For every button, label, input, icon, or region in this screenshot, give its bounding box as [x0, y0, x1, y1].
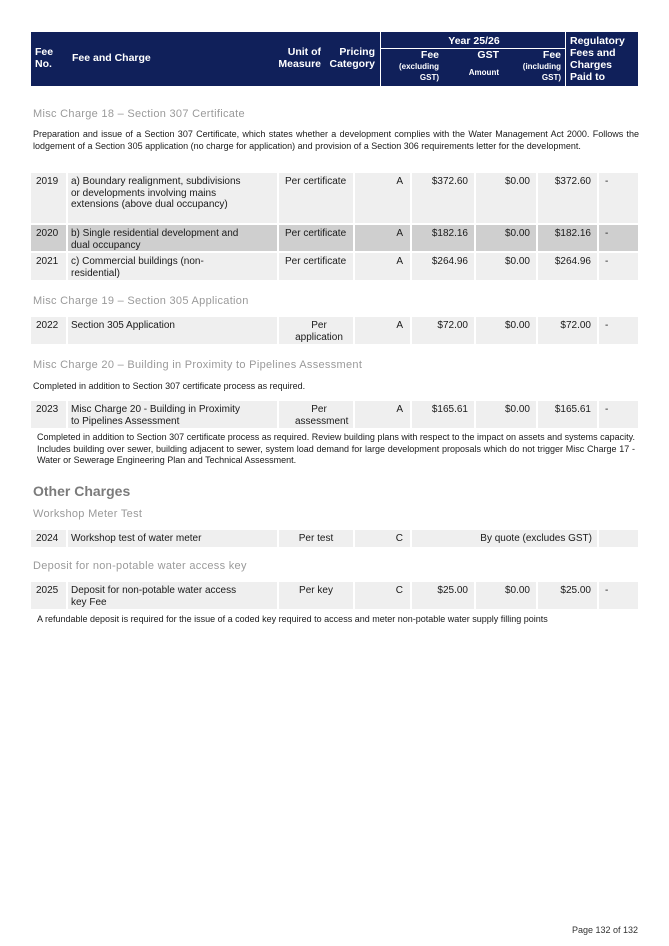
gst-amount: $0.00 — [504, 256, 530, 267]
header-regulatory: Regulatory Fees and Charges Paid to — [570, 35, 625, 83]
fee-description: Workshop test of water meter — [71, 533, 202, 544]
table-row-2022 — [31, 317, 638, 344]
regulatory-paid-to: - — [605, 320, 609, 331]
header-fee-incl: Fee — [542, 49, 561, 61]
fee-excl-gst: $182.16 — [431, 228, 468, 239]
table-header — [31, 32, 638, 86]
fee-number: 2025 — [36, 585, 59, 596]
unit-of-measure: Per assessment — [295, 404, 349, 427]
pricing-category: A — [396, 320, 403, 331]
fee-number: 2023 — [36, 404, 59, 415]
fee-excl-gst: $372.60 — [431, 176, 468, 187]
section-title-misc-charge-20: Misc Charge 20 – Building in Proximity to Pipelines Assessment — [33, 359, 363, 371]
fee-excl-gst: $264.96 — [431, 256, 468, 267]
fee-excl-gst: $25.00 — [437, 585, 468, 596]
gst-amount: $0.00 — [504, 404, 530, 415]
header-fee-no: Fee No. — [35, 46, 54, 70]
pricing-category: A — [396, 404, 403, 415]
gst-amount: $0.00 — [504, 585, 530, 596]
fee-incl-gst: $25.00 — [560, 585, 591, 596]
table-row-2020 — [31, 225, 638, 251]
regulatory-paid-to: - — [605, 256, 609, 267]
unit-of-measure: Per application — [295, 320, 343, 343]
section-title-misc-charge-19: Misc Charge 19 – Section 305 Application — [33, 295, 249, 307]
pricing-category: A — [396, 256, 403, 267]
header-unit-of-measure: Unit of Measure — [278, 46, 321, 70]
regulatory-paid-to: - — [605, 585, 609, 596]
fee-incl-gst: $264.96 — [554, 256, 591, 267]
fee-number: 2022 — [36, 320, 59, 331]
header-gst: GST — [477, 49, 499, 61]
section-title-workshop-meter-test: Workshop Meter Test — [33, 508, 143, 520]
gst-amount: $0.00 — [504, 320, 530, 331]
fee-description: a) Boundary realignment, subdivisions or developments involving mains extensions (above dual occupancy) — [71, 176, 241, 210]
header-fee-excl-sub: (excluding GST) — [398, 62, 439, 82]
table-row-2024 — [31, 530, 638, 547]
by-quote-note: By quote (excludes GST) — [480, 533, 592, 544]
section-title-misc-charge-18: Misc Charge 18 – Section 307 Certificate — [33, 108, 245, 120]
fee-incl-gst: $72.00 — [560, 320, 591, 331]
header-fee-excl: Fee — [420, 49, 439, 61]
unit-of-measure: Per certificate — [285, 176, 347, 187]
fee-description: c) Commercial buildings (non-residential) — [71, 256, 204, 279]
fee-description: Section 305 Application — [71, 320, 175, 331]
row-note-2025: A refundable deposit is required for the issue of a coded key required to access and meter non-potable water supply filling points — [37, 614, 548, 624]
page-number: Page 132 of 132 — [571, 925, 638, 935]
regulatory-paid-to: - — [605, 228, 609, 239]
header-fee-and-charge: Fee and Charge — [72, 52, 151, 64]
fee-excl-gst: $72.00 — [437, 320, 468, 331]
row-note-2023: Completed in addition to Section 307 certificate process as required. Review building plans with respect to the impact on assets and systems capacity. Includes building over sewer, building adjacent to sewer, system load demand for large development proposals which do not trigger Misc Charge 17 - Water or Sewerage Engineering Plan and Technical Assessment. — [37, 432, 635, 465]
fee-excl-gst: $165.61 — [431, 404, 468, 415]
table-row-2025 — [31, 582, 638, 609]
pricing-category: C — [395, 585, 403, 596]
section-title-other-charges: Other Charges — [33, 483, 131, 499]
gst-amount: $0.00 — [504, 228, 530, 239]
fee-description: b) Single residential development and dual occupancy — [71, 228, 239, 251]
fee-number: 2024 — [36, 533, 59, 544]
unit-of-measure: Per key — [299, 585, 333, 596]
table-row-2023 — [31, 401, 638, 428]
gst-amount: $0.00 — [504, 176, 530, 187]
header-fee-incl-sub: (including GST) — [522, 62, 561, 82]
pricing-category: A — [396, 228, 403, 239]
unit-of-measure: Per test — [298, 533, 334, 544]
fee-incl-gst: $165.61 — [554, 404, 591, 415]
regulatory-paid-to: - — [605, 176, 609, 187]
header-gst-sub: Amount — [468, 68, 499, 77]
fee-number: 2019 — [36, 176, 59, 187]
section-title-deposit: Deposit for non-potable water access key — [33, 560, 247, 572]
fee-incl-gst: $182.16 — [554, 228, 591, 239]
section-description-misc-charge-18: Preparation and issue of a Section 307 Certificate, which states whether a development complies with the Water Management Act 2000. Follows the lodgement of a Section 305 application (no charge for application) and provision of a Section 306 requirements letter for the development. — [33, 129, 639, 151]
unit-of-measure: Per certificate — [285, 256, 347, 267]
table-row-2021 — [31, 253, 638, 280]
fee-number: 2020 — [36, 228, 59, 239]
regulatory-paid-to: - — [605, 404, 609, 415]
pricing-category: A — [396, 176, 403, 187]
header-year: Year 25/26 — [448, 35, 500, 47]
fee-description: Misc Charge 20 - Building in Proximity to Pipelines Assessment — [71, 404, 240, 427]
fee-description: Deposit for non-potable water access key Fee — [71, 585, 237, 608]
section-description-misc-charge-20: Completed in addition to Section 307 certificate process as required. — [33, 381, 306, 391]
unit-of-measure: Per certificate — [285, 228, 347, 239]
pricing-category: C — [395, 533, 403, 544]
fee-incl-gst: $372.60 — [554, 176, 591, 187]
table-row-2019 — [31, 173, 638, 223]
fee-number: 2021 — [36, 256, 59, 267]
header-pricing-category: Pricing Category — [329, 46, 375, 70]
